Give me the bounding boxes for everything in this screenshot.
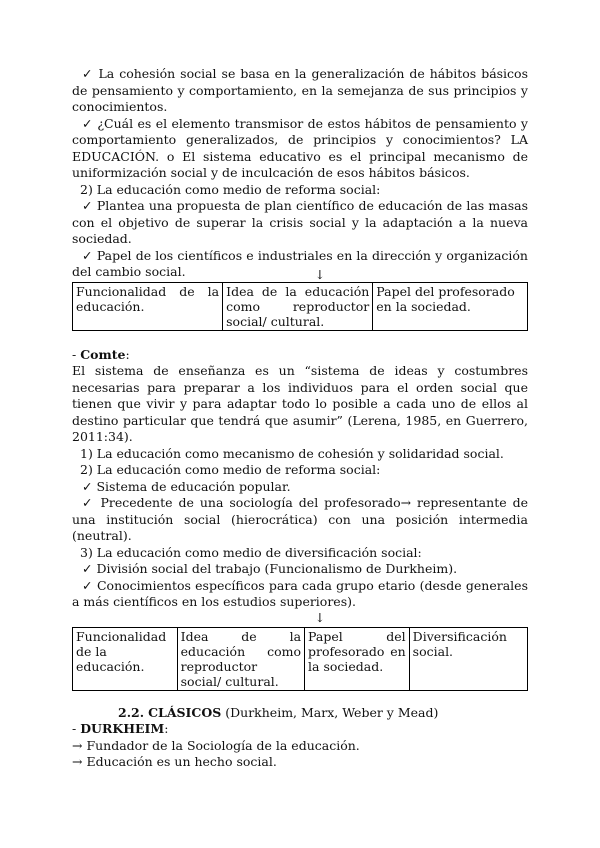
durkheim-label: DURKHEIM (80, 721, 165, 736)
list-heading: 3) La educación como medio de diversificación social: (80, 544, 422, 560)
summary-table-1 (72, 282, 528, 331)
table-cell: Idea de la educación como reproductor social/ cultural. (177, 627, 304, 690)
list-item: ✓ División social del trabajo (Funcionalismo de Durkheim). (82, 561, 458, 576)
down-arrow-icon: ↓ (314, 266, 326, 282)
section-title (72, 705, 528, 722)
table-cell: Idea de la educación como reproductor social/ cultural. (223, 282, 373, 330)
section-heading-durkheim: - DURKHEIM: (72, 721, 169, 736)
list-item: → Fundador de la Sociología de la educación. (72, 737, 360, 753)
down-arrow-icon: ↓ (314, 609, 326, 625)
section-heading: CLÁSICOS (148, 704, 222, 720)
list-heading: 2) La educación como medio de reforma social: (80, 181, 381, 197)
list-item: ✓ Sistema de educación popular. (82, 478, 291, 494)
section-subtitle: (Durkheim, Marx, Weber y Mead) (221, 704, 439, 720)
paragraph: ✓ Conocimientos específicos para cada grupo etario (desde generales a más científicos en los estudios superiores). (72, 577, 528, 609)
summary-table-2 (72, 627, 528, 691)
list-heading: 1) La educación como mecanismo de cohesión y solidaridad social. (80, 445, 504, 461)
comte-label: Comte (80, 346, 126, 362)
table-cell: Diversificación social. (409, 627, 527, 690)
table-cell: Funcionalidad de la educación. (73, 627, 178, 690)
paragraph: ✓ Plantea una propuesta de plan científico de educación de las masas con el objetivo de superar la crisis social y la adaptación a la nueva sociedad. (72, 198, 528, 246)
document-page (72, 66, 528, 771)
list-item: → Educación es un hecho social. (72, 754, 277, 769)
paragraph: ✓ La cohesión social se basa en la generalización de hábitos básicos de pensamiento y comportamiento, en la semejanza de sus principios y conocimientos. (72, 66, 528, 114)
section-number: 2.2. (118, 704, 145, 720)
table-cell: Papel del profesorado en la sociedad. (305, 627, 410, 690)
table-cell: Papel del profesorado en la sociedad. (373, 282, 528, 330)
list-heading: 2) La educación como medio de reforma social: (80, 462, 381, 477)
paragraph: ✓ Papel de los científicos e industriales en la dirección y organización del cambio social. (72, 247, 528, 279)
table-cell: Funcionalidad de la educación. (73, 282, 223, 330)
section-heading-comte: - Comte: (72, 346, 130, 362)
paragraph: El sistema de enseñanza es un “sistema de ideas y costumbres necesarias para preparar a los individuos para el orden social que tienen que vivir y para adaptar todo lo posible a cada uno de ellos al destino particular que tendrá que asumir” (Lerena, 1985, en Guerrero, 2011:34). (72, 363, 528, 444)
paragraph: ✓ Precedente de una sociología del profesorado→ representante de una institución social (hierocrática) con una posición intermedia (neutral). (72, 495, 528, 543)
paragraph: ✓ ¿Cuál es el elemento transmisor de estos hábitos de pensamiento y comportamiento generalizados, de principios y conocimientos? LA EDUCACIÓN. o El sistema educativo es el principal mecanismo de uniformización social y de inculcación de esos hábitos básicos. (72, 115, 528, 180)
